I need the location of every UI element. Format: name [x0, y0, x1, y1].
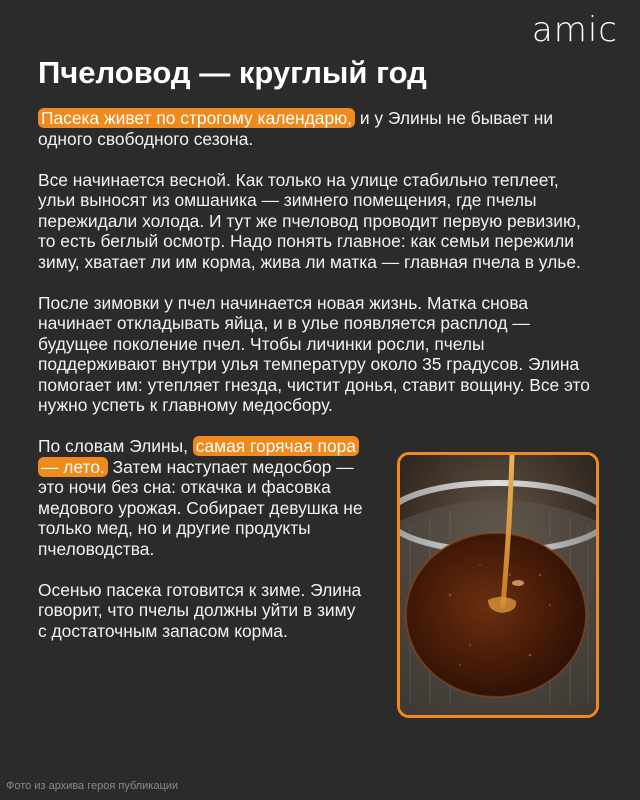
- highlight-calendar: Пасека живет по строгому календарю,: [38, 108, 355, 128]
- paragraph-intro-text: и у Элины не бывает ни одного свободного сезона.: [38, 108, 554, 149]
- photo-caption: Фото из архива героя публикации: [6, 780, 179, 792]
- paragraph-summer: [38, 436, 368, 559]
- paragraph-autumn: Осенью пасека готовится к зиме. Элина говорит, что пчелы должны уйти в зиму с достаточным запасом корма.: [38, 579, 362, 641]
- honey-strainer-illustration: [400, 455, 596, 715]
- highlight-summer: самая горячая пора — лето.: [38, 436, 359, 477]
- paragraph-summer-text: Затем наступает медосбор — это ночи без сна: откачка и фасовка медового урожая. Собирает девушка не только мед, но и другие продукты пчеловодства.: [38, 456, 363, 559]
- page-title: Пчеловод — круглый год: [38, 55, 427, 90]
- brand-logo: amic: [531, 10, 618, 50]
- paragraph-spring: Все начинается весной. Как только на улице стабильно теплеет, ульи выносят из омшаника — зимнего помещения, где пчелы пережидали холода. И тут же пчеловод проводит первую ревизию, то есть беглый осмотр. Надо понять главное: как семьи пережили зиму, хватает ли им корма, жива ли матка — главная пчела в улье.: [38, 169, 581, 272]
- honey-photo: [397, 452, 599, 718]
- paragraph-intro: [38, 108, 600, 149]
- paragraph-summer-lead: По словам Элины,: [38, 436, 193, 456]
- paragraph-wintering: После зимовки у пчел начинается новая жизнь. Матка снова начинает откладывать яйца, и в улье появляется расплод — будущее поколение пчел. Чтобы личинки росли, пчелы поддерживают внутри улья температуру около 35 градусов. Элина помогает им: утепляет гнезда, чистит донья, ставит вощину. Все это нужно успеть к главному медосбору.: [38, 292, 590, 415]
